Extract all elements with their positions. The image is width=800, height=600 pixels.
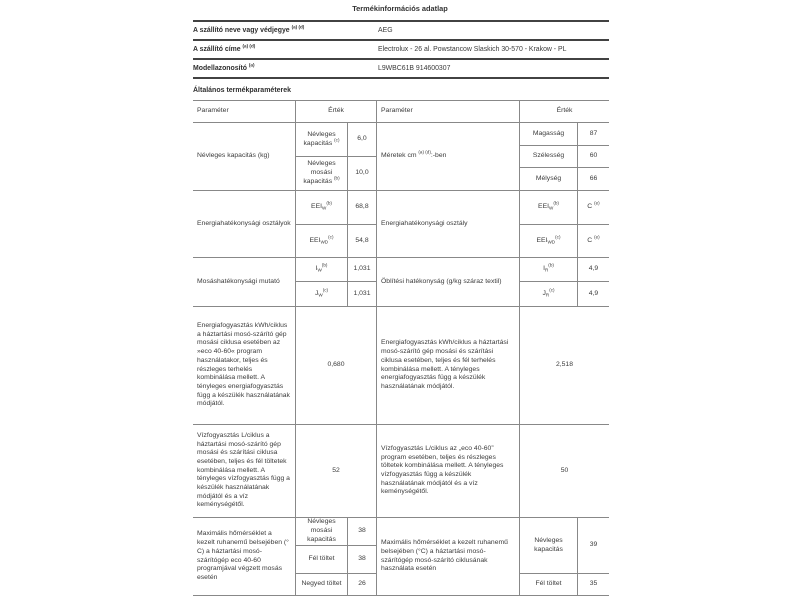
index-label-text <box>543 262 554 274</box>
eei-label <box>520 225 578 258</box>
footnote-sup: (c) <box>555 234 561 240</box>
index-value: 1,031 <box>348 282 377 307</box>
capacity-sub-label <box>296 123 348 157</box>
footnote-sup: (b) <box>548 262 554 268</box>
footnote-sup: (c) <box>334 137 340 143</box>
index-label-text <box>542 287 555 299</box>
header-value-left: Érték <box>296 101 377 123</box>
label-text: :-ben <box>430 152 447 160</box>
dimension-label: Szélesség <box>520 146 578 168</box>
footnote-sup: (e) <box>594 234 600 240</box>
index-label <box>520 258 578 282</box>
index-sub: WD <box>320 239 329 245</box>
model-identifier-label-text: Modellazonosító <box>193 65 249 72</box>
eei-label-text <box>311 200 332 212</box>
water-wash-param: Vízfogyasztás L/ciklus az „eco 40-60” program esetében, teljes és részleges töltetek kombinálása mellett. A tényleges vízfogyasztás függ a készülék használatának módjától és a víz keménységétől. <box>377 425 520 518</box>
label-text: Névleges kapacitás <box>303 130 336 147</box>
supplier-name-value: AEG <box>378 27 393 34</box>
temp-sub-label: Névleges kapacitás <box>520 518 578 574</box>
temp-sub-label: Negyed töltet <box>296 574 348 596</box>
supplier-address-label-text: A szállító címe <box>193 46 243 53</box>
index-sub: WD <box>547 239 556 245</box>
temp-sub-label: Névleges mosási kapacitás <box>296 518 348 546</box>
temp-sub-value: 26 <box>348 574 377 596</box>
energy-class-value <box>578 225 609 258</box>
header-param-left: Paraméter <box>193 101 296 123</box>
label-text: J <box>542 289 546 297</box>
index-label <box>520 282 578 307</box>
water-washdry-param: Vízfogyasztás L/ciklus a háztartási mosó-szárító gép mosási és szárítási ciklusa esetében, teljes és fél töltetek kombinálása mellett. A tényleges vízfogyasztás függ a készülék használatának módjától és a víz keménységétől. <box>193 425 296 518</box>
eei-label <box>296 191 348 225</box>
temp-sub-value: 39 <box>578 518 609 574</box>
temp-sub-value: 35 <box>578 574 609 596</box>
index-label <box>296 258 348 282</box>
eei-label <box>296 225 348 258</box>
wash-index-param: Mosáshatékonysági mutató <box>193 258 296 307</box>
parameters-table <box>193 100 609 596</box>
capacity-param-cell: Névleges kapacitás (kg) <box>193 123 296 191</box>
supplier-address-value: Electrolux - 26 al. Powstancow Slaskich 30-570 - Krakow - PL <box>378 46 567 53</box>
energy-wash-value: 0,680 <box>296 307 377 425</box>
general-parameters-heading: Általános termékparaméterek <box>193 87 292 94</box>
label-text: EEI <box>536 236 548 244</box>
dimension-value: 60 <box>578 146 609 168</box>
dimensions-param-cell <box>377 123 520 191</box>
rinse-eff-param: Öblítési hatékonyság (g/kg száraz textil) <box>377 258 520 307</box>
energy-wash-param: Energiafogyasztás kWh/ciklus a háztartási mosó-szárító gép mosási ciklusa esetében az »eco 40-60« program használatakor, teljes és részleges terhelés kombinálása mellett. A tényleges energiafogyasztás függ a készülék használatának módjától. <box>193 307 296 425</box>
index-sub: W <box>322 205 327 211</box>
page-title: Termékinformációs adatlap <box>352 4 448 13</box>
temp-sub-label: Fél töltet <box>296 546 348 574</box>
supplier-info-block <box>193 20 609 79</box>
footnote-sup: (c) <box>549 287 555 293</box>
label-text: EEI <box>309 236 321 244</box>
footnote-sup: (a) (d) <box>418 149 431 155</box>
energy-class-value-text <box>587 200 600 212</box>
capacity-sub-label <box>296 157 348 191</box>
label-text: I <box>543 265 545 273</box>
temp-washdry-param: Maximális hőmérséklet a kezelt ruhanemű belsejében (°C) a háztartási mosó-szárítógép mosó-szárító ciklusának használata esetén <box>377 518 520 596</box>
index-sub: W <box>549 205 554 211</box>
energy-class-left-param: Energiahatékonysági osztályok <box>193 191 296 258</box>
temp-sub-value: 38 <box>348 546 377 574</box>
supplier-name-label-text: A szállító neve vagy védjegye <box>193 27 292 34</box>
capacity-sub-value: 10,0 <box>348 157 377 191</box>
label-text: C <box>587 203 595 211</box>
eei-label-text <box>536 234 561 246</box>
index-value: 4,9 <box>578 282 609 307</box>
index-label <box>296 282 348 307</box>
index-label-text <box>314 287 329 299</box>
dimension-label: Magasság <box>520 123 578 146</box>
model-identifier-label <box>193 62 378 72</box>
energy-washdry-value: 2,518 <box>520 307 609 425</box>
label-text: EEI <box>538 203 549 211</box>
label-text: J <box>314 289 319 297</box>
dimensions-param-text <box>381 149 447 161</box>
water-wash-value: 50 <box>520 425 609 518</box>
footnote-sup: (b) <box>333 175 340 181</box>
model-identifier-row <box>193 60 609 79</box>
capacity-sub-label-text <box>298 131 345 148</box>
label-text: EEI <box>311 203 322 211</box>
index-label-text <box>315 262 328 274</box>
footnote-sup: (b) <box>321 262 328 268</box>
dimension-value: 87 <box>578 123 609 146</box>
eei-value: 68,8 <box>348 191 377 225</box>
temp-wash-param: Maximális hőmérséklet a kezelt ruhanemű belsejében (° C) a háztartási mosó-szárítógép eco 40-60 programjával végzett mosás esetén <box>193 518 296 596</box>
energy-class-value <box>578 191 609 225</box>
supplier-name-label <box>193 24 378 34</box>
index-value: 1,031 <box>348 258 377 282</box>
supplier-address-label <box>193 43 378 53</box>
energy-washdry-param: Energiafogyasztás kWh/ciklus a háztartási mosó-szárító gép mosási és szárítási ciklusa esetében, teljes és fél terhelés kombinálása mellett. A tényleges energiafogyasztás függ a készülék használatának módjától. <box>377 307 520 425</box>
label-text: Névleges mosási kapacitás <box>303 160 336 185</box>
model-identifier-footnote: (a) <box>248 62 255 68</box>
model-identifier-value: L9WBC61B 914600307 <box>378 65 451 72</box>
energy-class-right-param: Energiahatékonysági osztály <box>377 191 520 258</box>
capacity-sub-label-text <box>298 160 345 186</box>
footnote-sup: (b) <box>553 200 559 206</box>
eei-value: 54,8 <box>348 225 377 258</box>
footnote-sup: (c) <box>322 287 329 293</box>
header-param-right: Paraméter <box>377 101 520 123</box>
eei-label-text <box>309 234 334 246</box>
label-text: C <box>587 236 595 244</box>
energy-class-value-text <box>587 234 600 246</box>
header-value-right: Érték <box>520 101 609 123</box>
index-sub: W <box>317 267 322 273</box>
index-value: 4,9 <box>578 258 609 282</box>
index-sub: W <box>318 292 323 298</box>
supplier-name-footnote: (a) (d) <box>291 24 305 30</box>
water-washdry-value: 52 <box>296 425 377 518</box>
eei-label <box>520 191 578 225</box>
label-text: Méretek cm <box>381 152 419 160</box>
footnote-sup: (b) <box>326 200 332 206</box>
dimension-label: Mélység <box>520 168 578 191</box>
footnote-sup: (e) <box>594 200 600 206</box>
label-text: I <box>315 265 318 273</box>
temp-sub-value: 38 <box>348 518 377 546</box>
index-sub: R <box>544 267 549 273</box>
supplier-name-row <box>193 22 609 41</box>
capacity-sub-value: 6,0 <box>348 123 377 157</box>
dimension-value: 66 <box>578 168 609 191</box>
supplier-address-footnote: (a) (d) <box>242 43 256 49</box>
supplier-address-row <box>193 41 609 60</box>
eei-label-text <box>538 200 559 212</box>
temp-sub-label: Fél töltet <box>520 574 578 596</box>
footnote-sup: (c) <box>328 234 334 240</box>
index-sub: R <box>545 292 550 298</box>
